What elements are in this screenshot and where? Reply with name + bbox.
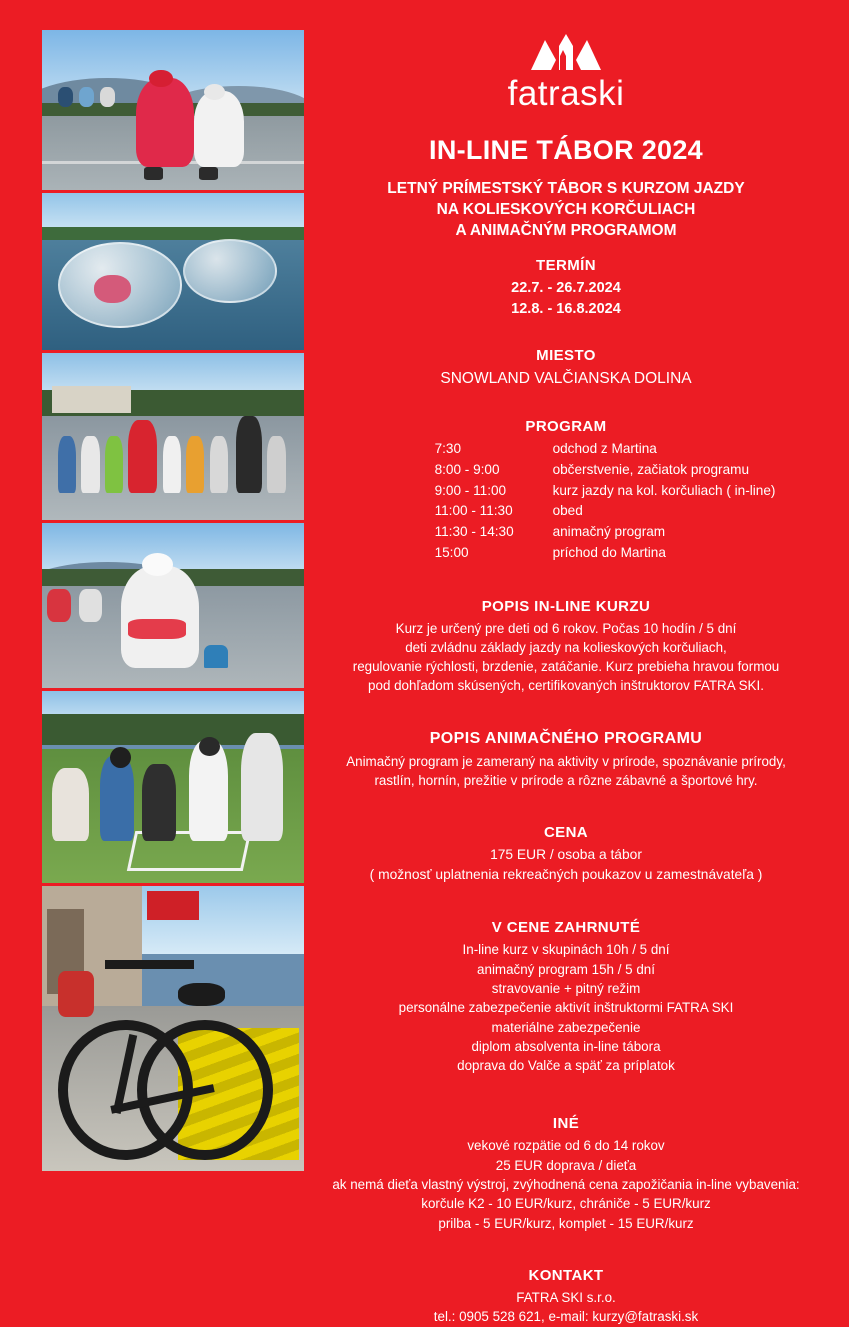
photo-kids-on-grass: [42, 691, 304, 882]
animation-line-2: rastlín, hornín, prežitie v prírode a rôzne zábavné a športové hry.: [374, 773, 758, 789]
photo-group-skating-lesson: [42, 353, 304, 520]
term-dates: [320, 278, 812, 319]
list-item: materiálne zabezpečenie: [491, 1019, 641, 1035]
program-heading: PROGRAM: [525, 418, 607, 436]
list-item: In-line kurz v skupinách 10h / 5 dní: [462, 942, 670, 958]
list-item: ak nemá dieťa vlastný výstroj, zvýhodnená cena zapožičania in-line vybavenia:: [332, 1177, 800, 1193]
program-time: 7:30: [434, 441, 462, 457]
program-time: 11:00 - 11:30: [434, 503, 513, 519]
price-text: [320, 845, 812, 885]
program-activity: príchod do Martina: [552, 544, 666, 560]
photo-mountain-bike: [42, 886, 304, 1171]
animation-line-1: Animačný program je zameraný na aktivity v prírode, spoznávanie prírody,: [346, 753, 786, 769]
list-item: diplom absolventa in-line tábora: [471, 1038, 661, 1054]
table-row: [357, 543, 776, 564]
animation-description-text: [320, 752, 812, 791]
included-list: [320, 940, 812, 1075]
list-item: prilba - 5 EUR/kurz, komplet - 15 EUR/kurz: [438, 1215, 694, 1231]
term-date-2: 12.8. - 16.8.2024: [511, 300, 621, 317]
program-time: 8:00 - 9:00: [434, 461, 500, 477]
course-description-heading: POPIS IN-LINE KURZU: [481, 597, 651, 615]
term-date-1: 22.7. - 26.7.2024: [511, 280, 621, 297]
course-description-text: [320, 619, 812, 696]
table-row: [357, 439, 776, 460]
program-time: 15:00: [434, 544, 469, 560]
subtitle: [320, 178, 812, 241]
course-line-1: Kurz je určený pre deti od 6 rokov. Počas 10 hodín / 5 dní: [395, 620, 737, 636]
table-row: [357, 522, 776, 543]
list-item: vekové rozpätie od 6 do 14 rokov: [467, 1138, 665, 1154]
list-item: korčule K2 - 10 EUR/kurz, chrániče - 5 EUR/kurz: [421, 1196, 711, 1212]
other-heading: INÉ: [552, 1115, 580, 1133]
program-activity: odchod z Martina: [552, 441, 657, 457]
program-time: 11:30 - 14:30: [434, 524, 514, 540]
contact-heading: KONTAKT: [528, 1266, 604, 1284]
program-activity: animačný program: [552, 524, 666, 540]
program-activity: kurz jazdy na kol. korčuliach ( in-line): [552, 482, 776, 498]
program-activity: obed: [552, 503, 583, 519]
list-item: stravovanie + pitný režim: [491, 980, 641, 996]
table-row: [357, 460, 776, 481]
brand-logo: [320, 30, 812, 111]
place-heading: MIESTO: [536, 347, 596, 365]
subtitle-line-2: NA KOLIESKOVÝCH KORČULIACH: [436, 201, 696, 219]
program-time: 9:00 - 11:00: [434, 482, 507, 498]
contact-company: FATRA SKI s.r.o.: [516, 1289, 616, 1305]
photo-water-balls-lake: [42, 193, 304, 351]
table-row: [357, 501, 776, 522]
mountain-logo-icon: [529, 30, 603, 74]
term-heading: TERMÍN: [536, 257, 596, 275]
list-item: animačný program 15h / 5 dní: [477, 961, 655, 977]
course-line-4: pod dohľadom skúsených, certifikovaných inštruktorov FATRA SKI.: [368, 678, 764, 694]
course-line-3: regulovanie rýchlosti, brzdenie, zatáčanie. Kurz prebieha hravou formou: [352, 659, 780, 675]
list-item: personálne zabezpečenie aktivít inštruktormi FATRA SKI: [398, 1000, 734, 1016]
photo-gallery: [42, 30, 304, 1171]
place-value: SNOWLAND VALČIANSKA DOLINA: [440, 370, 692, 388]
course-line-2: deti zvládnu základy jazdy na kolieskových korčuliach,: [405, 639, 727, 655]
price-line-2: ( možnosť uplatnenia rekreačných poukazov u zamestnávateľa ): [369, 867, 763, 883]
price-heading: CENA: [543, 824, 589, 842]
poster-content: [320, 26, 812, 1327]
contact-details: [320, 1288, 812, 1327]
table-row: [357, 481, 776, 502]
animation-description-heading: POPIS ANIMAČNÉHO PROGRAMU: [429, 729, 703, 747]
brand-name: fatraski: [507, 74, 625, 113]
other-list: [320, 1136, 812, 1232]
included-heading: V CENE ZAHRNUTÉ: [491, 919, 641, 937]
subtitle-line-1: LETNÝ PRÍMESTSKÝ TÁBOR S KURZOM JAZDY: [387, 180, 745, 197]
program-table: [357, 439, 776, 564]
list-item: doprava do Valče a späť za príplatok: [457, 1058, 675, 1074]
program-activity: občerstvenie, začiatok programu: [552, 461, 750, 477]
page-title: IN-LINE TÁBOR 2024: [429, 135, 703, 165]
price-line-1: 175 EUR / osoba a tábor: [490, 847, 642, 863]
photo-child-skating-closeup: [42, 523, 304, 689]
subtitle-line-3: A ANIMAČNÝM PROGRAMOM: [455, 222, 677, 240]
contact-phone-email[interactable]: tel.: 0905 528 621, e-mail: kurzy@fatraski.sk: [433, 1309, 699, 1325]
list-item: 25 EUR doprava / dieťa: [495, 1157, 637, 1173]
photo-kids-skating-asphalt: [42, 30, 304, 190]
